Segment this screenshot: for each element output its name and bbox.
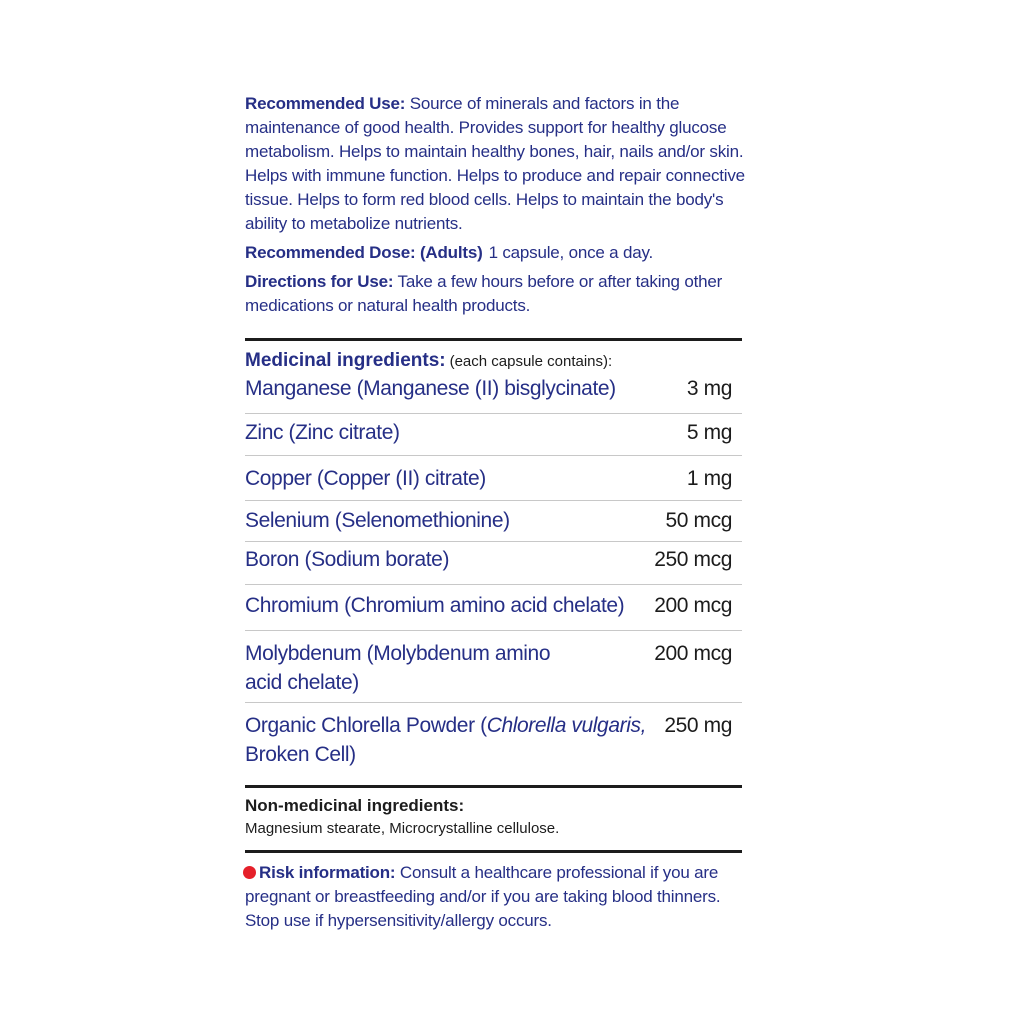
- ingredient-row: [245, 374, 742, 414]
- ingredient-row: [245, 585, 742, 631]
- ingredient-name: Chromium (Chromium amino acid chelate): [245, 594, 625, 617]
- directions-label: Directions for Use:: [245, 272, 394, 291]
- ingredient-amount: 200 mcg: [654, 642, 732, 665]
- non-medicinal-text: Magnesium stearate, Microcrystalline cellulose.: [245, 820, 560, 837]
- ingredient-name: Boron (Sodium borate): [245, 548, 450, 571]
- directions-text: Take a few hours before or after taking other medications or natural health products.: [245, 272, 723, 315]
- medicinal-label: Medicinal ingredients:: [245, 350, 446, 371]
- ingredient-amount: 50 mcg: [665, 509, 732, 532]
- divider-middle: [245, 785, 742, 788]
- directions-for-use: [245, 270, 745, 318]
- recommended-dose-label: Recommended Dose: (Adults): [245, 243, 483, 262]
- medicinal-sub: (each capsule contains):: [449, 353, 613, 370]
- ingredient-row: [245, 703, 742, 785]
- recommended-dose-text: 1 capsule, once a day.: [488, 243, 654, 262]
- recommended-dose: [245, 241, 745, 265]
- red-dot-icon: [243, 866, 256, 879]
- ingredient-name: Copper (Copper (II) citrate): [245, 467, 486, 490]
- ingredient-row: [245, 414, 742, 456]
- ingredient-row: [245, 631, 742, 703]
- non-medicinal-label: Non-medicinal ingredients:: [245, 796, 465, 815]
- ingredient-row: [245, 456, 742, 501]
- ingredient-name-part: Organic Chlorella Powder (: [245, 714, 487, 737]
- ingredients-table: [245, 374, 745, 785]
- non-medicinal-section: [245, 794, 745, 840]
- ingredient-name: Molybdenum (Molybdenum amino acid chelate): [245, 642, 551, 694]
- ingredient-name: Zinc (Zinc citrate): [245, 421, 400, 444]
- ingredient-amount: 250 mg: [664, 714, 732, 737]
- medicinal-header: [245, 349, 745, 374]
- risk-label: Risk information:: [259, 863, 396, 882]
- ingredient-name-part: Broken Cell): [245, 743, 356, 766]
- product-label: [245, 92, 745, 938]
- ingredient-amount: 250 mcg: [654, 548, 732, 571]
- recommended-use-label: Recommended Use:: [245, 94, 406, 113]
- ingredient-name: [245, 711, 660, 769]
- ingredient-name: Manganese (Manganese (II) bisglycinate): [245, 377, 616, 400]
- ingredient-name: Selenium (Selenomethionine): [245, 509, 510, 532]
- ingredient-row: [245, 542, 742, 585]
- risk-text: Consult a healthcare professional if you are pregnant or breastfeeding and/or if you are taking blood thinners. Stop use if hypersensitivity/allergy occurs.: [245, 863, 721, 930]
- ingredient-amount: 5 mg: [686, 421, 732, 444]
- ingredient-name-latin: Chlorella vulgaris,: [486, 714, 647, 737]
- ingredient-amount: 1 mg: [686, 467, 732, 490]
- ingredient-row: [245, 501, 742, 542]
- recommended-use-text: Source of minerals and factors in the maintenance of good health. Provides support for healthy glucose metabolism. Helps to maintain healthy bones, hair, nails and/or skin. Helps with immune function. Helps to produce and repair connective tissue. Helps to form red blood cells. Helps to maintain the body's ability to metabolize nutrients.: [245, 94, 745, 233]
- divider-top: [245, 338, 742, 341]
- ingredient-amount: 3 mg: [686, 377, 732, 400]
- risk-information: [245, 861, 745, 933]
- ingredient-amount: 200 mcg: [654, 594, 732, 617]
- divider-bottom: [245, 850, 742, 853]
- recommended-use: [245, 92, 745, 236]
